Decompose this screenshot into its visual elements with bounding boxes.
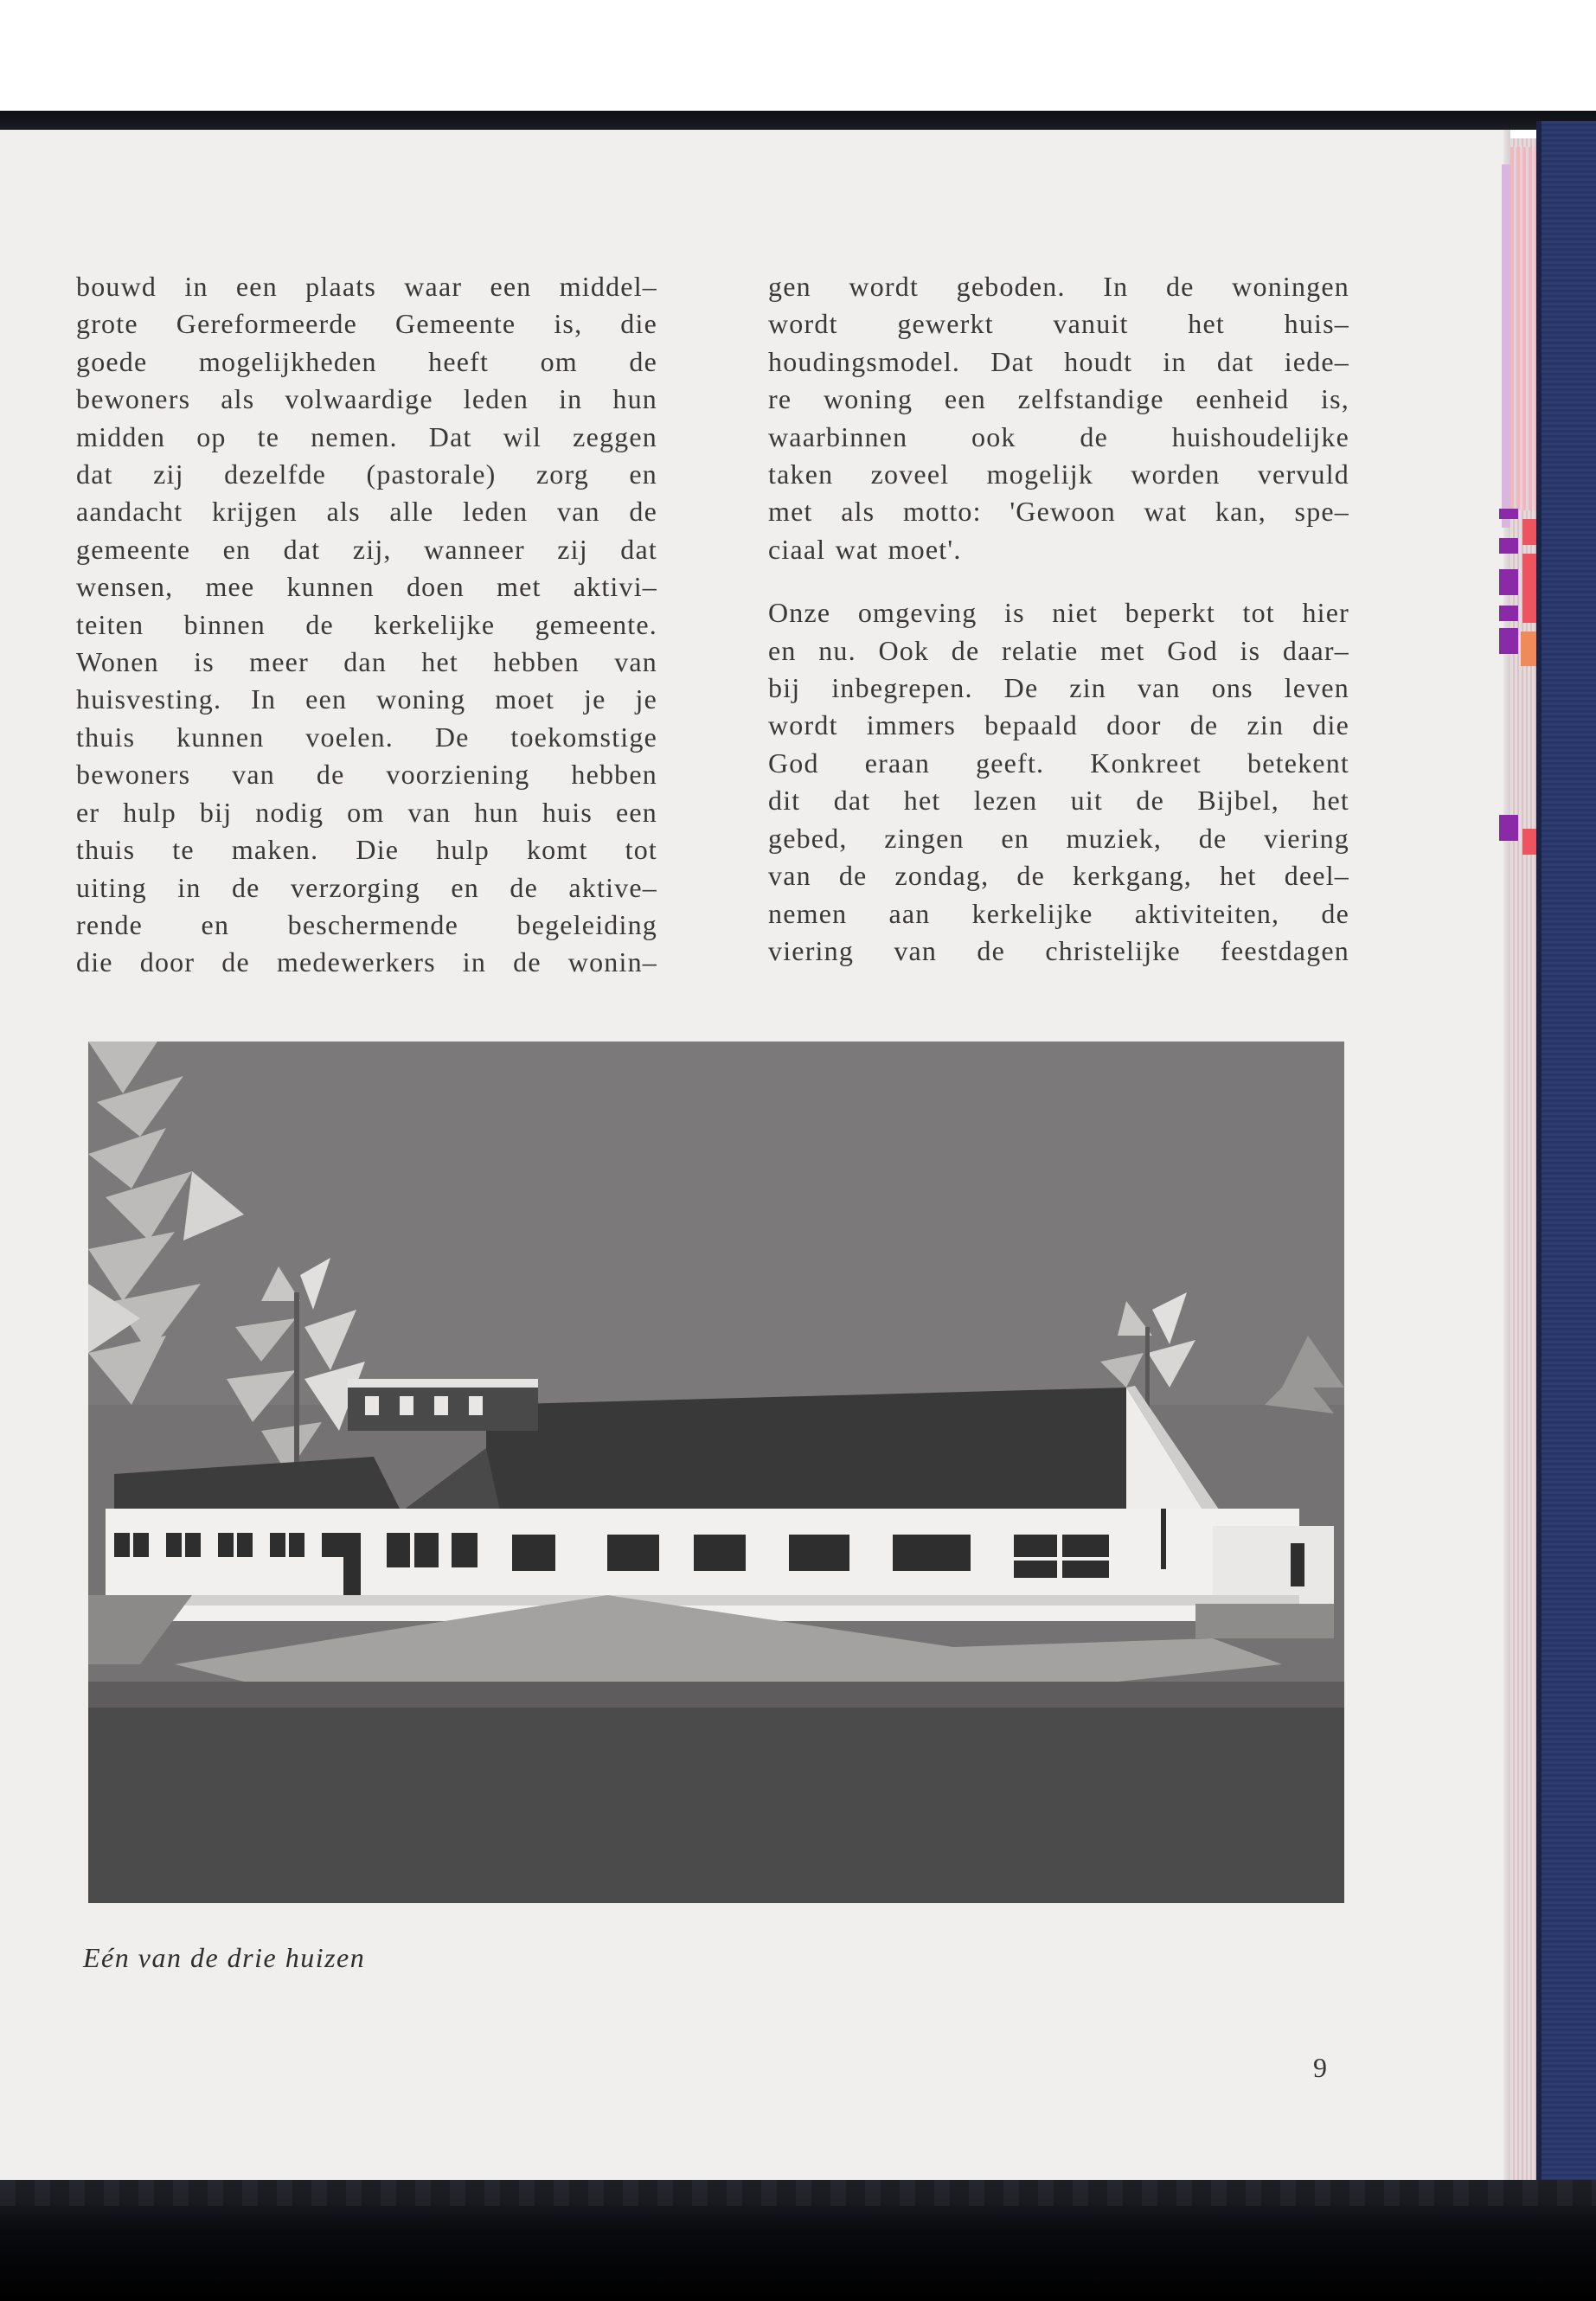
paragraph xyxy=(768,594,1349,970)
text-line: waarbinnen ook de huishoudelijke xyxy=(768,420,1349,452)
photo-caption: Eén van de drie huizen xyxy=(83,1942,366,1973)
text-line: wordt gewerkt vanuit het huis– xyxy=(768,308,1349,340)
index-tab xyxy=(1499,815,1518,841)
text-line: goede mogelijkheden heeft om de xyxy=(76,345,657,377)
book-cover xyxy=(1536,121,1596,2180)
text-line: en nu. Ook de relatie met God is daar– xyxy=(768,634,1349,666)
text-line: aandacht krijgen als alle leden van de xyxy=(76,496,657,528)
text-line: dit dat het lezen uit de Bijbel, het xyxy=(768,785,1349,817)
text-line: grote Gereformeerde Gemeente is, die xyxy=(76,308,657,340)
text-line: bewoners als volwaardige leden in hun xyxy=(76,383,657,415)
text-line: thuis te maken. Die hulp komt tot xyxy=(76,834,657,866)
index-tab xyxy=(1521,631,1536,666)
paragraph xyxy=(768,268,1349,568)
text-line: rende en beschermende begeleiding xyxy=(76,908,657,940)
page-number: 9 xyxy=(1313,2052,1327,2083)
page-stack-pink-band xyxy=(1510,147,1536,510)
text-line: uiting in de verzorging en de aktive– xyxy=(76,871,657,903)
text-line: viering van de christelijke feestdagen xyxy=(768,934,1349,966)
left-text-column xyxy=(76,268,657,982)
text-line: re woning een zelfstandige eenheid is, xyxy=(768,383,1349,415)
text-line: thuis kunnen voelen. De toekomstige xyxy=(76,721,657,753)
index-tab xyxy=(1522,554,1536,623)
text-line: die door de medewerkers in de wonin– xyxy=(76,946,657,978)
scan-bottom-border xyxy=(0,2180,1596,2301)
book-cover-edge xyxy=(1536,121,1542,2180)
text-line: gen wordt geboden. In de woningen xyxy=(768,271,1349,302)
text-line: Wonen is meer dan het hebben van xyxy=(76,646,657,678)
text-line: bouwd in een plaats waar een middel– xyxy=(76,271,657,302)
text-line: nemen aan kerkelijke aktiviteiten, de xyxy=(768,897,1349,929)
text-line: huisvesting. In een woning moet je je xyxy=(76,683,657,715)
index-tab xyxy=(1522,829,1536,855)
scan-top-border xyxy=(0,111,1596,130)
text-line: Onze omgeving is niet beperkt tot hier xyxy=(768,597,1349,629)
text-line: teiten binnen de kerkelijke gemeente. xyxy=(76,608,657,640)
lawn xyxy=(88,1699,1344,1903)
text-line: wordt immers bepaald door de zin die xyxy=(768,709,1349,741)
index-tab xyxy=(1499,538,1518,554)
text-line: met als motto: 'Gewoon wat kan, spe– xyxy=(768,496,1349,528)
building-photo xyxy=(88,1042,1344,1903)
index-tab xyxy=(1499,606,1518,621)
text-line: er hulp bij nodig om van hun huis een xyxy=(76,796,657,828)
text-line: God eraan geeft. Konkreet betekent xyxy=(768,747,1349,779)
text-line: midden op te nemen. Dat wil zeggen xyxy=(76,420,657,452)
text-line: wensen, mee kunnen doen met aktivi– xyxy=(76,571,657,603)
text-line: gebed, zingen en muziek, de viering xyxy=(768,822,1349,854)
roof xyxy=(486,1388,1213,1526)
text-line: dat zij dezelfde (pastorale) zorg en xyxy=(76,458,657,490)
index-tab xyxy=(1499,628,1518,654)
text-line: bewoners van de voorziening hebben xyxy=(76,759,657,791)
text-line: houdingsmodel. Dat houdt in dat iede– xyxy=(768,345,1349,377)
index-tab xyxy=(1499,509,1518,519)
index-tab xyxy=(1499,569,1518,595)
text-line: bij inbegrepen. De zin van ons leven xyxy=(768,672,1349,704)
text-line: gemeente en dat zij, wanneer zij dat xyxy=(76,533,657,565)
text-line: ciaal wat moet'. xyxy=(768,533,962,565)
index-tab xyxy=(1522,519,1536,545)
text-line: van de zondag, de kerkgang, het deel– xyxy=(768,860,1349,892)
right-text-column xyxy=(768,268,1349,970)
page-stack-lilac-band xyxy=(1502,164,1510,528)
text-line: taken zoveel mogelijk worden vervuld xyxy=(768,458,1349,490)
